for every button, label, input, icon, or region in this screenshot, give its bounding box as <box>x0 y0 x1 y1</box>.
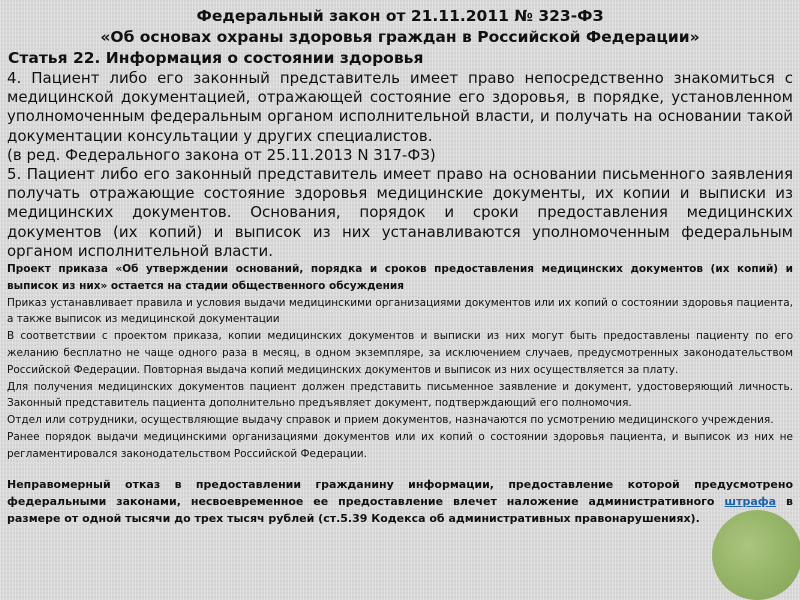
law-title-line-1: Федеральный закон от 21.11.2011 № 323-ФЗ <box>196 7 604 25</box>
spacer <box>7 463 793 476</box>
penalty-text-start: Неправомерный отказ в предоставлении гражданину информации, предоставление которой предусмотрено федеральными законами, несвоевременное ее предоставление влечет наложение административного <box>7 477 793 508</box>
document-body <box>7 6 793 527</box>
note-1: Приказ устанавливает правила и условия выдачи медицинскими организациями документов или их копий о состоянии здоровья пациента, а также выписок из медицинской документации <box>7 296 793 326</box>
paragraph-5: 5. Пациент либо его законный представитель имеет право на основании письменного заявления получать отражающие состояние здоровья медицинские документы, их копии и выписки из медицинских документов. Основания, порядок и сроки предоставления медицинских документов (их копий) и выписок из них устанавливаются уполномоченным федеральным органом исполнительной власти. <box>7 165 793 260</box>
law-title-line-2: «Об основах охраны здоровья граждан в Российской Федерации» <box>100 28 700 46</box>
note-4: Отдел или сотрудники, осуществляющие выдачу справок и прием документов, назначаются по усмотрению медицинского учреждения. <box>7 414 774 427</box>
paragraph-4: 4. Пациент либо его законный представитель имеет право непосредственно знакомиться с медицинской документацией, отражающей состояние его здоровья, в порядке, установленном уполномоченным федеральным органом исполнительной власти, и получать на основании такой документации консультации у других специалистов. <box>7 69 793 145</box>
note-3: Для получения медицинских документов пациент должен представить письменное заявление и документ, удостоверяющий личность. Законный представитель пациента дополнительно предъявляет документ, подтверждающий его полномочия. <box>7 380 793 410</box>
fine-link[interactable]: штрафа <box>724 494 777 508</box>
article-heading: Статья 22. Информация о состоянии здоровья <box>8 49 424 67</box>
note-2: В соответствии с проектом приказа, копии медицинских документов и выписки из них могут быть предоставлены пациенту по его желанию бесплатно не чаще одного раза в месяц, в одном экземпляре, за исключением случаев, предусмотренных законодательством Российской Федерации. Повторная выдача копий медицинских документов и выписок из них осуществляется за плату. <box>7 330 793 376</box>
penalty-text-end: в размере от одной тысячи до трех тысяч рублей (ст.5.39 Кодекса об административных правонарушениях). <box>7 494 793 525</box>
draft-order-note: Проект приказа «Об утверждении оснований, порядка и сроков предоставления медицинских документов (их копий) и выписок из них» остается на стадии общественного обсуждения <box>7 263 793 292</box>
penalty-paragraph <box>7 476 793 527</box>
paragraph-4-note: (в ред. Федерального закона от 25.11.2013 N 317-ФЗ) <box>7 145 436 164</box>
note-5: Ранее порядок выдачи медицинскими организациями документов или их копий о состоянии здоровья пациента, и выписок из них не регламентировался законодательством Российской Федерации. <box>7 431 793 460</box>
